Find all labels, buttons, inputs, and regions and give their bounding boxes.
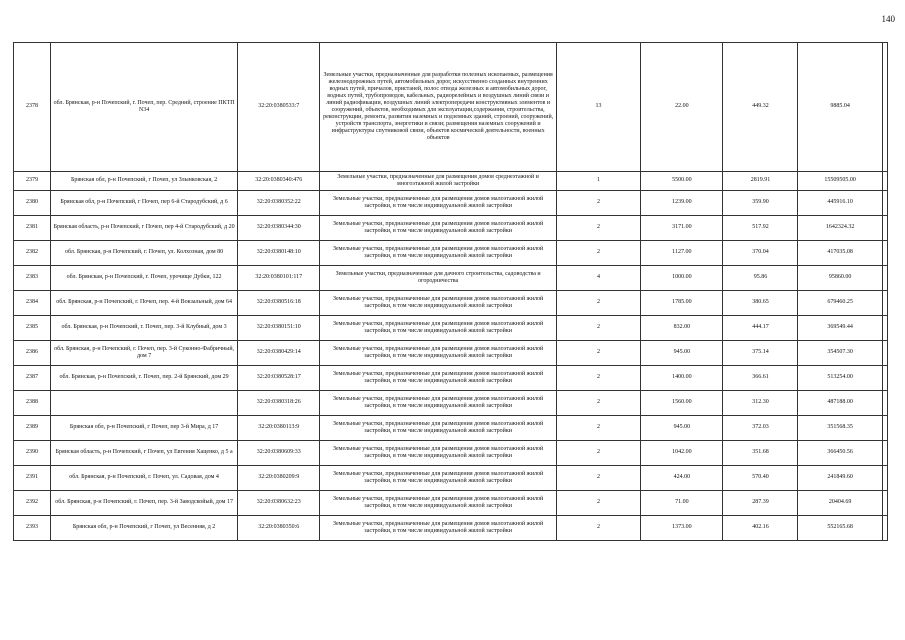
land-registry-table: [13, 42, 888, 541]
empty-cell: [882, 366, 887, 391]
use-group-cell: 2: [556, 241, 640, 266]
specific-value-cell: 380.65: [723, 291, 798, 316]
cadastral-number-cell: 32:20:0380340:476: [238, 172, 320, 191]
specific-value-cell: 517.92: [723, 216, 798, 241]
cadastral-value-cell: 487188.00: [798, 391, 882, 416]
area-cell: 5500.00: [641, 172, 723, 191]
table-row: [14, 466, 888, 491]
permitted-use-cell: Земельные участки, предназначенные для размещения домов малоэтажной жилой застройки, в том числе индивидуальной жилой застройки: [320, 316, 556, 341]
permitted-use-cell: Земельные участки, предназначенные для размещения домов малоэтажной жилой застройки, в том числе индивидуальной жилой застройки: [320, 391, 556, 416]
permitted-use-cell: Земельные участки, предназначенные для размещения домов малоэтажной жилой застройки, в том числе индивидуальной жилой застройки: [320, 216, 556, 241]
cadastral-number-cell: 32:20:0380344:30: [238, 216, 320, 241]
permitted-use-cell: Земельные участки, предназначенные для размещения домов малоэтажной жилой застройки, в том числе индивидуальной жилой застройки: [320, 291, 556, 316]
area-cell: 945.00: [641, 341, 723, 366]
page-number: 140: [881, 14, 895, 24]
permitted-use-cell: Земельные участки, предназначенные для дачного строительства, садоводства и огородничества: [320, 266, 556, 291]
use-group-cell: 4: [556, 266, 640, 291]
area-cell: 3171.00: [641, 216, 723, 241]
empty-cell: [882, 341, 887, 366]
area-cell: 71.00: [641, 491, 723, 516]
permitted-use-cell: Земельные участки, предназначенные для размещения домов малоэтажной жилой застройки, в том числе индивидуальной жилой застройки: [320, 241, 556, 266]
empty-cell: [882, 416, 887, 441]
cadastral-number-cell: 32:20:0380101:117: [238, 266, 320, 291]
address-cell: обл. Брянская, р-н Почепский, г. Почеп, урочище Дубки, 122: [51, 266, 238, 291]
cadastral-value-cell: 679460.25: [798, 291, 882, 316]
cadastral-number-cell: 32:20:0380318:26: [238, 391, 320, 416]
cadastral-value-cell: 417035.08: [798, 241, 882, 266]
permitted-use-cell: Земельные участки, предназначенные для разработки полезных ископаемых, размещения железнодорожных путей, автомобильных дорог, искусственно созданных внутренних водных путей, причалов, пристаней, полос отвода железных и автомобильных дорог, водных путей, трубопроводов, кабельных, радиорелейных и воздушных линий связи и линий радиофикации, воздушных линий электропередачи конструктивных элементов и сооружений, объектов, необходимых для эксплуатации,содержания, строительства, реконструкции, ремонта, развития наземных и подземных зданий, строений, сооружений, устройств транспорта, энергетики и связи; размещения наземных сооружений и инфраструктуры спутниковой связи, объектов космической деятельности, военных объектов: [320, 43, 556, 172]
cadastral-number-cell: 32:20:0380632:23: [238, 491, 320, 516]
address-cell: Брянская обл, р-н Почепский, г Почеп, пер 3-й Мира, д 17: [51, 416, 238, 441]
row-number: 2378: [14, 43, 51, 172]
specific-value-cell: 570.40: [723, 466, 798, 491]
use-group-cell: 2: [556, 366, 640, 391]
cadastral-value-cell: 552165.68: [798, 516, 882, 541]
use-group-cell: 2: [556, 391, 640, 416]
table-row: [14, 43, 888, 172]
cadastral-number-cell: 32:20:0380516:18: [238, 291, 320, 316]
address-cell: обл. Брянская, р-н Почепский, г. Почеп, пер. Средний, строение ПКТП N34: [51, 43, 238, 172]
row-number: 2384: [14, 291, 51, 316]
permitted-use-cell: Земельные участки, предназначенные для размещения домов малоэтажной жилой застройки, в том числе индивидуальной жилой застройки: [320, 466, 556, 491]
row-number: 2393: [14, 516, 51, 541]
use-group-cell: 2: [556, 491, 640, 516]
empty-cell: [882, 316, 887, 341]
table-row: [14, 291, 888, 316]
cadastral-value-cell: 513254.00: [798, 366, 882, 391]
area-cell: 1373.00: [641, 516, 723, 541]
use-group-cell: 2: [556, 466, 640, 491]
cadastral-value-cell: 445916.10: [798, 191, 882, 216]
area-cell: 945.00: [641, 416, 723, 441]
cadastral-value-cell: 354507.30: [798, 341, 882, 366]
empty-cell: [882, 241, 887, 266]
cadastral-number-cell: 32:20:0380148:10: [238, 241, 320, 266]
use-group-cell: 2: [556, 291, 640, 316]
cadastral-number-cell: 32:20:0380352:22: [238, 191, 320, 216]
cadastral-value-cell: 366450.56: [798, 441, 882, 466]
area-cell: 1239.00: [641, 191, 723, 216]
specific-value-cell: 95.86: [723, 266, 798, 291]
specific-value-cell: 370.04: [723, 241, 798, 266]
specific-value-cell: 366.61: [723, 366, 798, 391]
cadastral-number-cell: 32:20:0380609:33: [238, 441, 320, 466]
registry-table-body: [14, 43, 888, 541]
use-group-cell: 2: [556, 516, 640, 541]
table-row: [14, 191, 888, 216]
row-number: 2383: [14, 266, 51, 291]
specific-value-cell: 312.30: [723, 391, 798, 416]
permitted-use-cell: Земельные участки, предназначенные для размещения домов среднеэтажной и многоэтажной жилой застройки: [320, 172, 556, 191]
address-cell: обл. Брянская, р-н Почепский, г. Почеп, пер. 3-й Клубный, дом 3: [51, 316, 238, 341]
use-group-cell: 2: [556, 341, 640, 366]
row-number: 2382: [14, 241, 51, 266]
specific-value-cell: 287.39: [723, 491, 798, 516]
area-cell: 22.00: [641, 43, 723, 172]
cadastral-number-cell: 32:20:0380113:9: [238, 416, 320, 441]
address-cell: [51, 391, 238, 416]
table-row: [14, 366, 888, 391]
cadastral-value-cell: 9885.04: [798, 43, 882, 172]
row-number: 2388: [14, 391, 51, 416]
permitted-use-cell: Земельные участки, предназначенные для размещения домов малоэтажной жилой застройки, в том числе индивидуальной жилой застройки: [320, 191, 556, 216]
cadastral-value-cell: 351568.35: [798, 416, 882, 441]
use-group-cell: 13: [556, 43, 640, 172]
table-row: [14, 266, 888, 291]
cadastral-number-cell: 32:20:0380350:6: [238, 516, 320, 541]
empty-cell: [882, 391, 887, 416]
empty-cell: [882, 216, 887, 241]
cadastral-value-cell: 15509505.00: [798, 172, 882, 191]
permitted-use-cell: Земельные участки, предназначенные для размещения домов малоэтажной жилой застройки, в том числе индивидуальной жилой застройки: [320, 491, 556, 516]
table-row: [14, 172, 888, 191]
empty-cell: [882, 466, 887, 491]
address-cell: Брянская обл, р-н Почепский, г Почеп, ул Злынковская, 2: [51, 172, 238, 191]
area-cell: 1127.00: [641, 241, 723, 266]
specific-value-cell: 402.16: [723, 516, 798, 541]
empty-cell: [882, 291, 887, 316]
area-cell: 1000.00: [641, 266, 723, 291]
empty-cell: [882, 43, 887, 172]
table-row: [14, 516, 888, 541]
row-number: 2380: [14, 191, 51, 216]
table-row: [14, 391, 888, 416]
empty-cell: [882, 441, 887, 466]
use-group-cell: 2: [556, 191, 640, 216]
cadastral-value-cell: 241849.60: [798, 466, 882, 491]
specific-value-cell: 444.17: [723, 316, 798, 341]
use-group-cell: 1: [556, 172, 640, 191]
address-cell: обл. Брянская, р-н Почепский, г. Почеп, ул. Садовая, дом 4: [51, 466, 238, 491]
permitted-use-cell: Земельные участки, предназначенные для размещения домов малоэтажной жилой застройки, в том числе индивидуальной жилой застройки: [320, 516, 556, 541]
empty-cell: [882, 172, 887, 191]
permitted-use-cell: Земельные участки, предназначенные для размещения домов малоэтажной жилой застройки, в том числе индивидуальной жилой застройки: [320, 341, 556, 366]
table-row: [14, 316, 888, 341]
empty-cell: [882, 191, 887, 216]
address-cell: обл. Брянская, р-н Почепский, г. Почеп, ул. Колхозная, дом 80: [51, 241, 238, 266]
cadastral-number-cell: 32:20:0380209:9: [238, 466, 320, 491]
cadastral-number-cell: 32:20:0380151:10: [238, 316, 320, 341]
table-row: [14, 491, 888, 516]
use-group-cell: 2: [556, 441, 640, 466]
area-cell: 1400.00: [641, 366, 723, 391]
address-cell: Брянская область, р-н Почепский, г Почеп, ул Евгения Хаценко, д 5 а: [51, 441, 238, 466]
specific-value-cell: 375.14: [723, 341, 798, 366]
specific-value-cell: 2819.91: [723, 172, 798, 191]
specific-value-cell: 359.90: [723, 191, 798, 216]
empty-cell: [882, 266, 887, 291]
address-cell: Брянская область, р-н Почепский, г Почеп, пер 4-й Стародубский, д 20: [51, 216, 238, 241]
cadastral-number-cell: 32:20:0380533:7: [238, 43, 320, 172]
address-cell: обл. Брянская, р-н Почепский, г. Почеп, пер. 3-й Заводскойый, дом 17: [51, 491, 238, 516]
permitted-use-cell: Земельные участки, предназначенные для размещения домов малоэтажной жилой застройки, в том числе индивидуальной жилой застройки: [320, 366, 556, 391]
row-number: 2390: [14, 441, 51, 466]
row-number: 2387: [14, 366, 51, 391]
permitted-use-cell: Земельные участки, предназначенные для размещения домов малоэтажной жилой застройки, в том числе индивидуальной жилой застройки: [320, 441, 556, 466]
row-number: 2392: [14, 491, 51, 516]
empty-cell: [882, 491, 887, 516]
specific-value-cell: 449.32: [723, 43, 798, 172]
row-number: 2379: [14, 172, 51, 191]
address-cell: обл. Брянская, р-н Почепский, г. Почеп, пер. 2-й Брянский, дом 29: [51, 366, 238, 391]
cadastral-value-cell: 20404.69: [798, 491, 882, 516]
area-cell: 832.00: [641, 316, 723, 341]
use-group-cell: 2: [556, 216, 640, 241]
row-number: 2389: [14, 416, 51, 441]
permitted-use-cell: Земельные участки, предназначенные для размещения домов малоэтажной жилой застройки, в том числе индивидуальной жилой застройки: [320, 416, 556, 441]
row-number: 2391: [14, 466, 51, 491]
specific-value-cell: 351.68: [723, 441, 798, 466]
table-row: [14, 216, 888, 241]
table-row: [14, 241, 888, 266]
table-row: [14, 341, 888, 366]
cadastral-number-cell: 32:20:0380429:14: [238, 341, 320, 366]
use-group-cell: 2: [556, 316, 640, 341]
cadastral-value-cell: 1642324.32: [798, 216, 882, 241]
table-row: [14, 441, 888, 466]
address-cell: Брянская обл, р-н Почепский, г Почеп, ул Весенняя, д 2: [51, 516, 238, 541]
specific-value-cell: 372.03: [723, 416, 798, 441]
row-number: 2385: [14, 316, 51, 341]
address-cell: обл. Брянская, р-н Почепский, г. Почеп, пер. 4-й Вокзальный, дом 64: [51, 291, 238, 316]
row-number: 2381: [14, 216, 51, 241]
area-cell: 1560.00: [641, 391, 723, 416]
area-cell: 1042.00: [641, 441, 723, 466]
address-cell: Брянская обл, р-н Почепский, г Почеп, пер 6-й Стародубский, д 6: [51, 191, 238, 216]
address-cell: обл. Брянская, р-н Почепский, г. Почеп, пер. 3-й Суконно-Фабричный, дом 7: [51, 341, 238, 366]
empty-cell: [882, 516, 887, 541]
use-group-cell: 2: [556, 416, 640, 441]
cadastral-value-cell: 369549.44: [798, 316, 882, 341]
cadastral-number-cell: 32:20:0380528:17: [238, 366, 320, 391]
row-number: 2386: [14, 341, 51, 366]
cadastral-value-cell: 95860.00: [798, 266, 882, 291]
table-row: [14, 416, 888, 441]
area-cell: 1785.00: [641, 291, 723, 316]
area-cell: 424.00: [641, 466, 723, 491]
